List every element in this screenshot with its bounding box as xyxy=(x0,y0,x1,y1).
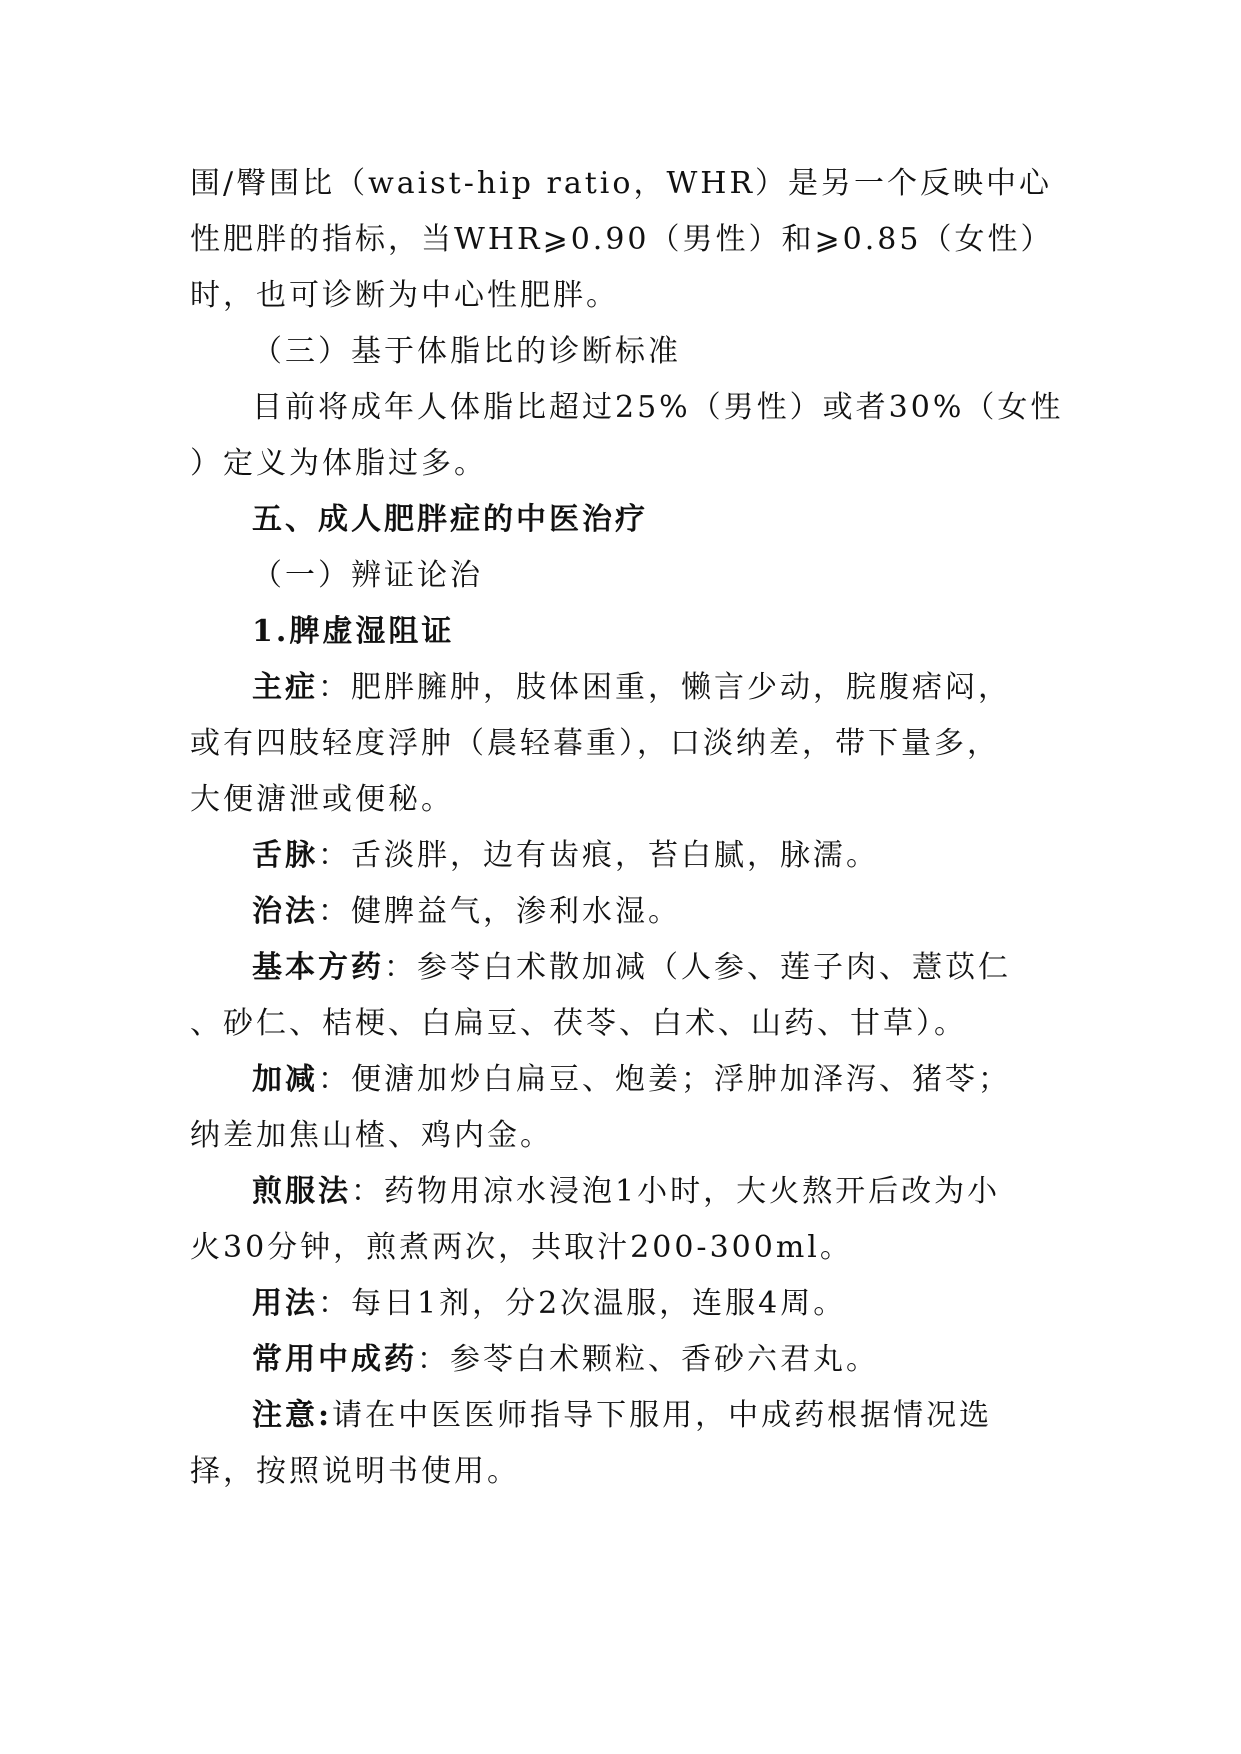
line-text: ：参苓白术散加减（人参、莲子肉、薏苡仁 xyxy=(384,950,1011,985)
line-text: 择，按照说明书使用。 xyxy=(190,1454,520,1489)
subsection-heading xyxy=(252,554,1070,598)
section-heading xyxy=(252,498,1070,542)
term-label: 主症 xyxy=(252,670,318,705)
term-label: 加减 xyxy=(252,1062,318,1097)
heading-text: 五、成人肥胖症的中医治疗 xyxy=(252,502,648,537)
paragraph-line xyxy=(252,1170,1070,1214)
line-text: ：舌淡胖，边有齿痕，苔白腻，脉濡。 xyxy=(318,838,879,873)
paragraph-line xyxy=(190,274,1070,318)
line-text: 或有四肢轻度浮肿（晨轻暮重），口淡纳差，带下量多， xyxy=(190,726,1000,761)
paragraph-line xyxy=(190,722,1070,766)
paragraph-line xyxy=(190,1114,1070,1158)
line-text: ：肥胖臃肿，肢体困重，懒言少动，脘腹痞闷， xyxy=(318,670,1011,705)
paragraph-line xyxy=(190,1226,1070,1270)
term-label: 治法 xyxy=(252,894,318,929)
paragraph-line xyxy=(252,386,1070,430)
line-text: 纳差加焦山楂、鸡内金。 xyxy=(190,1118,553,1153)
heading-text: （三）基于体脂比的诊断标准 xyxy=(252,334,681,369)
paragraph-line xyxy=(190,218,1070,262)
line-text: 性肥胖的指标，当WHR⩾0.90（男性）和⩾0.85（女性） xyxy=(190,222,1054,257)
term-label: 用法 xyxy=(252,1286,318,1321)
paragraph-line xyxy=(252,834,1070,878)
term-label: 舌脉 xyxy=(252,838,318,873)
line-text: 请在中医医师指导下服用，中成药根据情况选 xyxy=(332,1398,993,1433)
line-text: ：每日1剂，分2次温服，连服4周。 xyxy=(318,1286,847,1321)
line-text: 大便溏泄或便秘。 xyxy=(190,782,454,817)
paragraph-line xyxy=(252,890,1070,934)
line-text: ：健脾益气，渗利水湿。 xyxy=(318,894,681,929)
line-text: 目前将成年人体脂比超过25%（男性）或者30%（女性 xyxy=(252,390,1064,425)
heading-text: 1.脾虚湿阻证 xyxy=(252,614,455,649)
line-text: 火30分钟，煎煮两次，共取汁200-300ml。 xyxy=(190,1230,853,1265)
paragraph-line xyxy=(252,1282,1070,1326)
paragraph-line xyxy=(190,1002,1070,1046)
paragraph-line xyxy=(252,666,1070,710)
paragraph-line xyxy=(252,1394,1070,1438)
paragraph-line xyxy=(190,162,1070,206)
line-text: ：药物用凉水浸泡1小时，大火熬开后改为小 xyxy=(351,1174,1001,1209)
term-label: 注意: xyxy=(252,1398,333,1433)
paragraph-line xyxy=(190,1450,1070,1494)
paragraph-line xyxy=(252,946,1070,990)
paragraph-line xyxy=(252,1338,1070,1382)
paragraph-line xyxy=(252,1058,1070,1102)
paragraph-line xyxy=(190,442,1070,486)
line-text: 、砂仁、桔梗、白扁豆、茯苓、白术、山药、甘草）。 xyxy=(190,1006,967,1041)
line-text: ：便溏加炒白扁豆、炮姜；浮肿加泽泻、猪苓； xyxy=(318,1062,1011,1097)
subsection-heading xyxy=(252,330,1070,374)
line-text: 时，也可诊断为中心性肥胖。 xyxy=(190,278,619,313)
term-label: 常用中成药 xyxy=(252,1342,417,1377)
paragraph-line xyxy=(190,778,1070,822)
heading-text: （一）辨证论治 xyxy=(252,558,483,593)
line-text: ）定义为体脂过多。 xyxy=(190,446,487,481)
term-label: 基本方药 xyxy=(252,950,384,985)
term-label: 煎服法 xyxy=(252,1174,351,1209)
line-text: ：参苓白术颗粒、香砂六君丸。 xyxy=(417,1342,879,1377)
line-text: 围/臀围比（waist-hip ratio，WHR）是另一个反映中心 xyxy=(190,166,1053,201)
syndrome-heading xyxy=(252,610,1070,654)
